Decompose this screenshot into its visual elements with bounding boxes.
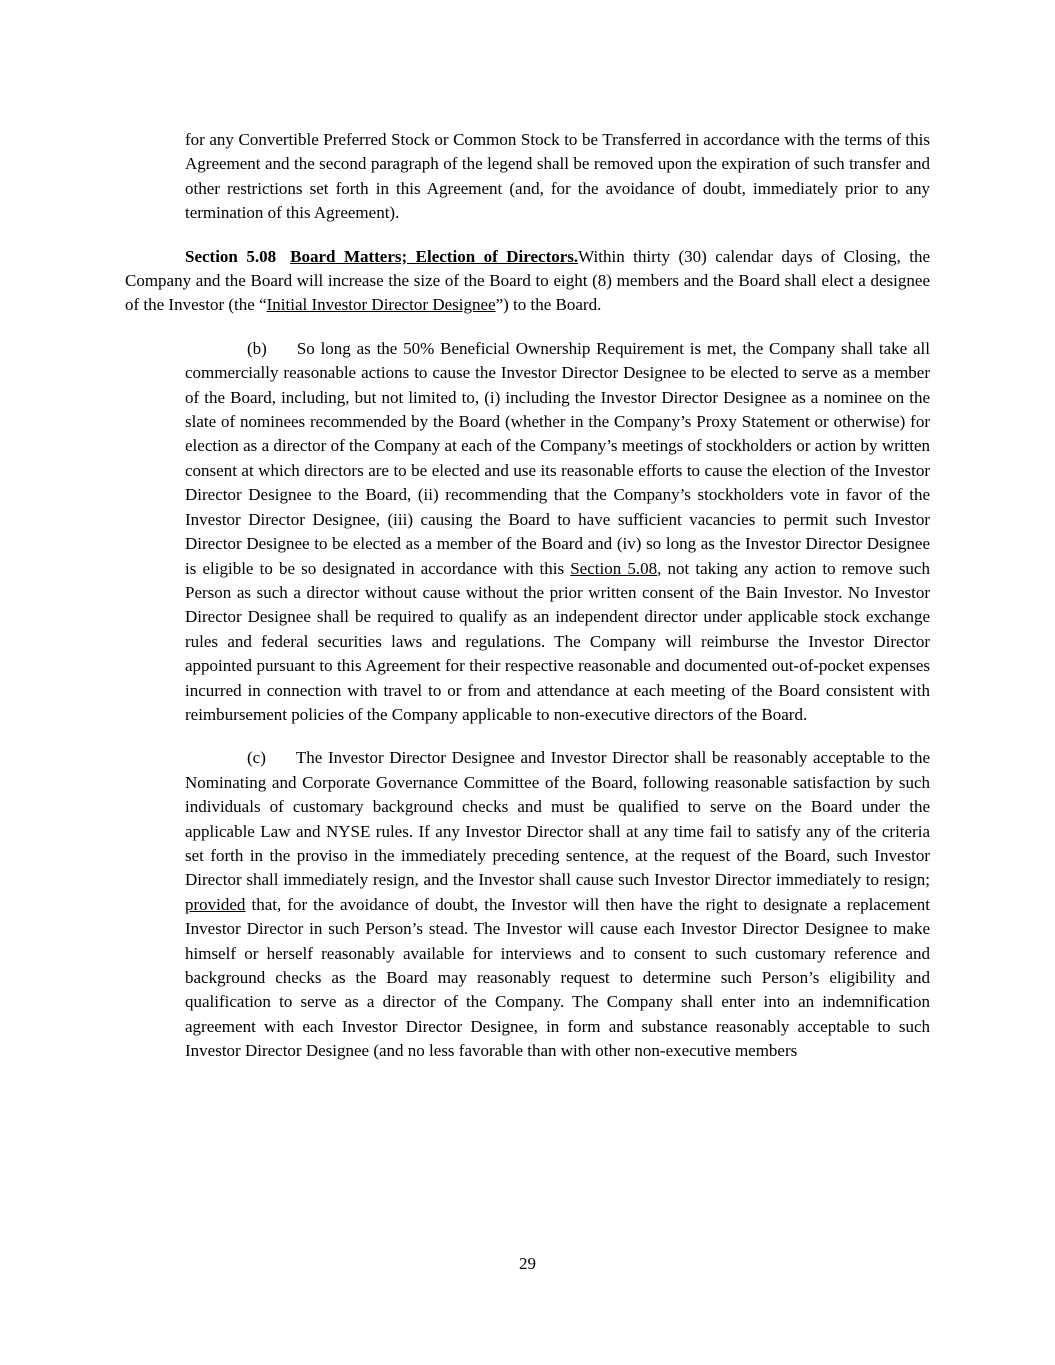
section-body-before-term: Within thirty (30) calendar days of Closing, the Company and the Board will increase the size of the Board to eight (8) members and the Board shall elect a designee of the Investor (the “: [125, 246, 931, 315]
paragraph-section-508: [125, 245, 930, 318]
legend-continuation-text: for any Convertible Preferred Stock or Common Stock to be Transferred in accordance with the terms of this Agreement and the second paragraph of the legend shall be removed upon the expiration of such transfer and other restrictions set forth in this Agreement (and, for the avoidance of doubt, immediately prior to any termination of this Agreement).: [185, 130, 930, 223]
sub-b-marker: (b): [247, 338, 267, 358]
section-heading: Board Matters; Election of Directors.: [290, 246, 579, 266]
sub-b-text-after-term: , not taking any action to remove such Person as such a director without cause without the prior written consent of the Bain Investor. No Investor Director Designee shall be required to qualify as an independent director under applicable stock exchange rules and federal securities laws and regulations. The Company will reimburse the Investor Director appointed pursuant to this Agreement for their respective reasonable and documented out-of-pocket expenses incurred in connection with travel to or from and attendance at each meeting of the Board consistent with reimbursement policies of the Company applicable to non-executive directors of the Board.: [185, 558, 930, 724]
section-body-after-term: ”) to the Board.: [495, 295, 602, 315]
sub-c-text-after-term: that, for the avoidance of doubt, the Investor will then have the right to designate a replacement Investor Director in such Person’s stead. The Investor will cause each Investor Director Designee to make himself or herself reasonably available for interviews and to consent to such customary reference and background checks as the Board may reasonably request to determine such Person’s eligibility and qualification to serve as a director of the Company. The Company shall enter into an indemnification agreement with each Investor Director Designee, in form and substance reasonably acceptable to such Investor Director Designee (and no less favorable than with other non-executive members: [185, 894, 930, 1061]
paragraph-sub-b: [185, 337, 930, 728]
sub-b-text-before-term: So long as the 50% Beneficial Ownership Requirement is met, the Company shall take all commercially reasonable actions to cause the Investor Director Designee to be elected to serve as a member of the Board, including, but not limited to, (i) including the Investor Director Designee as a nominee on the slate of nominees recommended by the Board (whether in the Company’s Proxy Statement or otherwise) for election as a director of the Company at each of the Company’s meetings of stockholders or action by written consent at which directors are to be elected and use its reasonable efforts to cause the election of the Investor Director Designee to the Board, (ii) recommending that the Company’s stockholders vote in favor of the Investor Director Designee, (iii) causing the Board to have sufficient vacancies to permit such Investor Director Designee to be elected as a member of the Board and (iv) so long as the Investor Director Designee is eligible to be so designated in accordance with this: [185, 338, 930, 578]
sub-c-proviso-term: provided: [185, 894, 246, 914]
paragraph-sub-c: [185, 746, 930, 1063]
paragraph-legend-continuation: [185, 128, 930, 226]
sub-c-marker: (c): [247, 748, 266, 768]
sub-b-section-reference: Section 5.08: [570, 558, 658, 578]
section-number: Section 5.08: [185, 246, 277, 266]
sub-c-text-before-term: The Investor Director Designee and Investor Director shall be reasonably acceptable to the Nominating and Corporate Governance Committee of the Board, following reasonable satisfaction by such individuals of customary background checks and must be qualified to serve on the Board under the applicable Law and NYSE rules. If any Investor Director shall at any time fail to satisfy any of the criteria set forth in the proviso in the immediately preceding sentence, at the request of the Board, such Investor Director shall immediately resign, and the Investor shall cause such Investor Director immediately to resign;: [185, 748, 930, 890]
page-number: 29: [519, 1254, 536, 1273]
defined-term-initial-investor-director-designee: Initial Investor Director Designee: [266, 295, 496, 315]
